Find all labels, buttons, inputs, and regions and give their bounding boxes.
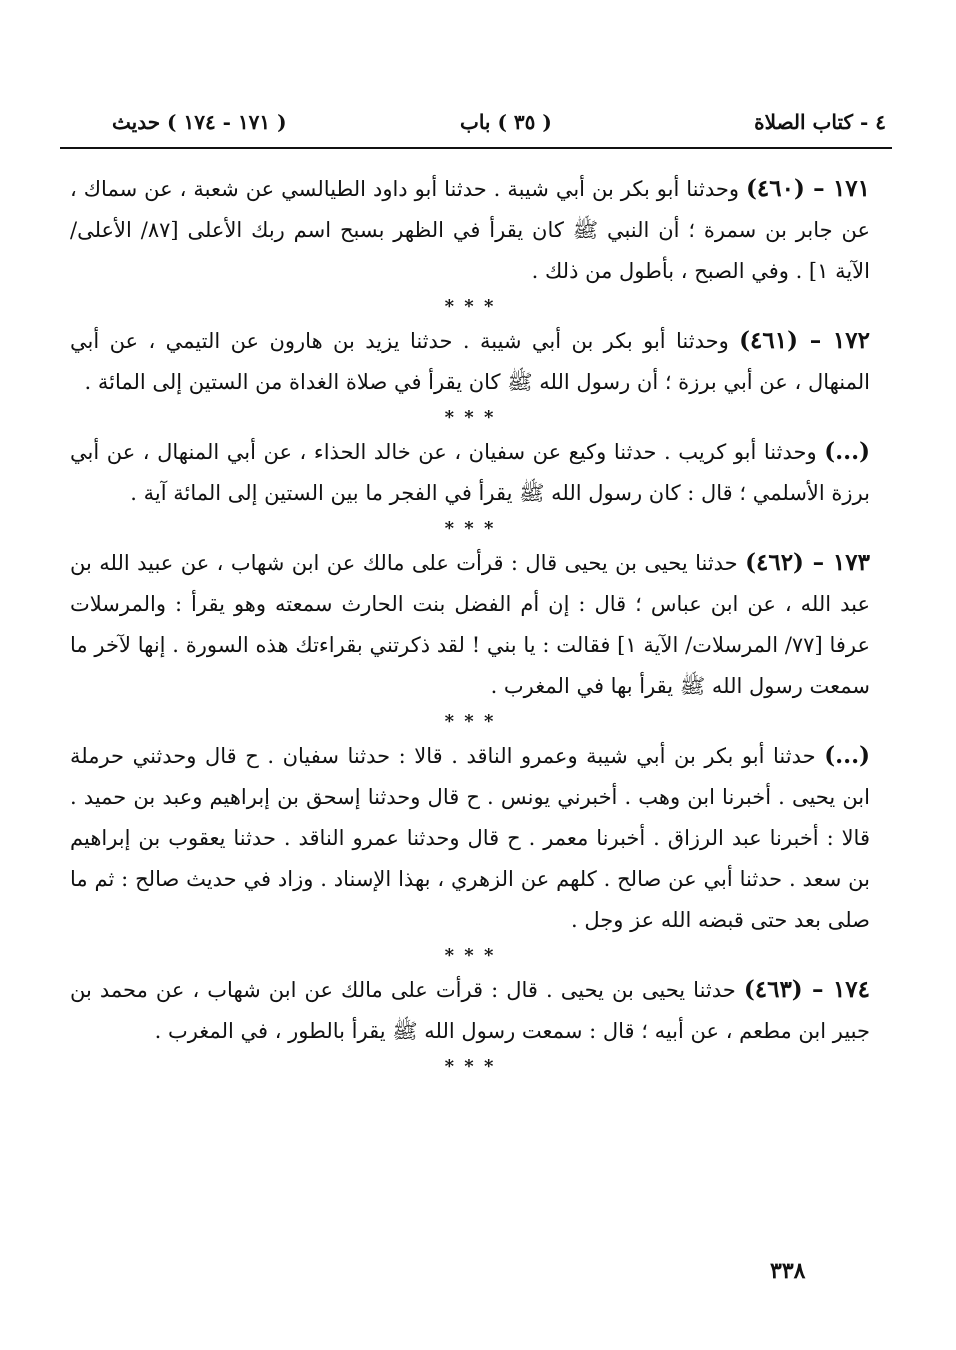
hadith-number: ١٧٣ – (٤٦٢) [745,549,870,576]
hadith-text: حدثنا أبو بكر بن أبي شيبة وعمرو الناقد . قالا : حدثنا سفيان . ح قال وحدثني حرملة ابن يحيى . أخبرنا ابن وهب . أخبرني يونس . ح قال وحدثنا إسحق بن إبراهيم وعبد بن حميد . قالا : أخبرنا عبد الرزاق . أخبرنا معمر . ح قال وحدثنا عمرو الناقد . حدثنا يعقوب بن إبراهيم بن سعد . حدثنا أبي عن صالح . كلهم عن الزهري ، بهذا الإسناد . وزاد في حديث صالح : ثم ما صلى بعد حتى قبضه الله عز وجل . [70,744,870,932]
hadith-number: ١٧١ – (٤٦٠) [746,175,871,202]
header-chapter: ( ٣٥ ) باب [460,110,552,134]
hadith-number: ١٧٤ – (٤٦٣) [743,976,870,1003]
hadith-text: حدثنا يحيى بن يحيى . قال : قرأت على مالك عن ابن شهاب ، عن محمد بن جبير ابن مطعم ، عن أبيه ؛ قال : سمعت رسول الله ﷺ يقرأ بالطور ، في المغرب . [70,978,870,1043]
hadith-number: (...) [824,438,870,465]
hadith-171 [70,168,870,292]
running-header [60,102,892,148]
hadith-number: (...) [824,742,870,769]
hadith-text: وحدثنا أبو كريب . حدثنا وكيع عن سفيان ، عن خالد الحذاء ، عن أبي المنهال ، عن أبي برزة الأسلمي ؛ قال : كان رسول الله ﷺ يقرأ في الفجر ما بين الستين إلى المائة آية . [70,440,870,505]
hadith-173 [70,542,870,707]
page-number: ٣٣٨ [770,1258,806,1284]
separator-stars: * * * [444,518,496,539]
hadith-173-variant [70,735,870,941]
page-body [70,168,870,1080]
hadith-172-variant [70,431,870,514]
header-divider [60,147,892,149]
separator-stars: * * * [444,407,496,428]
hadith-text: وحدثنا أبو بكر بن أبي شيبة . حدثنا أبو داود الطيالسي عن شعبة ، عن سماك ، عن جابر بن سمرة ؛ أن النبي ﷺ كان يقرأ في الظهر بسبح اسم ربك الأعلى [٨٧/ الأعلى/ الآية ١] . وفي الصبح ، بأطول من ذلك . [70,177,871,283]
hadith-172 [70,320,870,403]
separator-stars: * * * [444,711,496,732]
header-book-title: ٤ - كتاب الصلاة [754,110,886,134]
separator-stars: * * * [444,1056,496,1077]
hadith-text: وحدثنا أبو بكر بن أبي شيبة . حدثنا يزيد بن هارون عن التيمي ، عن أبي المنهال ، عن أبي برزة ؛ أن رسول الله ﷺ كان يقرأ في صلاة الغداة من الستين إلى المائة . [70,329,870,394]
hadith-text: حدثنا يحيى بن يحيى قال : قرأت على مالك عن ابن شهاب ، عن عبيد الله بن عبد الله ، عن ابن عباس ؛ قال : إن أم الفضل بنت الحارث سمعته وهو يقرأ : والمرسلات عرفا [٧٧/ المرسلات/ الآية ١] فقالت : يا بني ! لقد ذكرتني بقراءتك هذه السورة . إنها لآخر ما سمعت رسول الله ﷺ يقرأ بها في المغرب . [70,551,870,698]
separator-stars: * * * [444,945,496,966]
separator-stars: * * * [444,296,496,317]
hadith-174 [70,969,870,1052]
header-hadith-range: ( ١٧١ - ١٧٤ ) حديث [112,110,287,134]
hadith-number: ١٧٢ – (٤٦١) [739,327,870,354]
